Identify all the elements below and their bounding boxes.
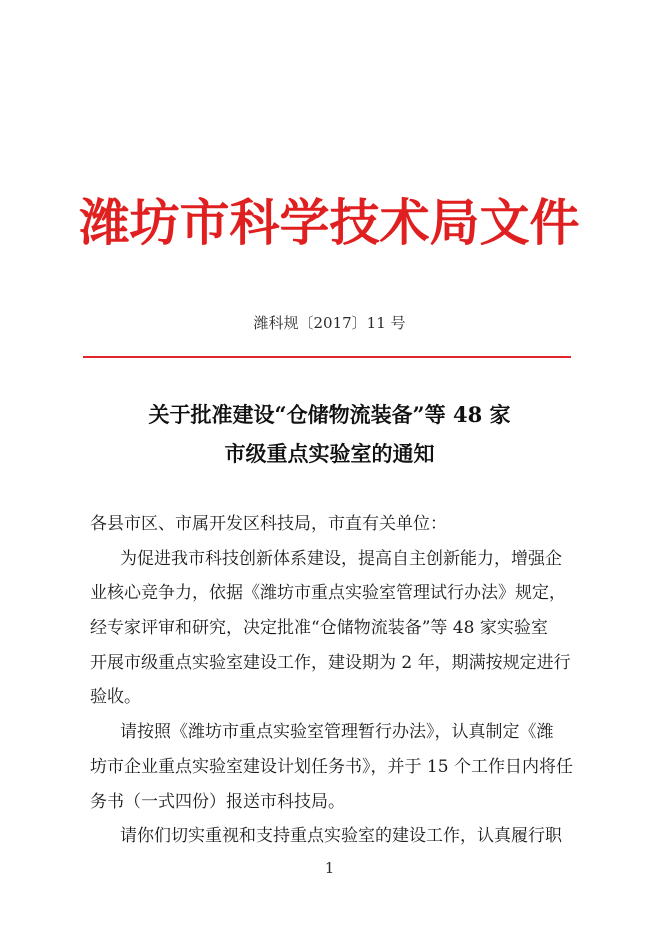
- document-masthead: 潍坊市科学技术局文件: [79, 194, 580, 252]
- paragraph-1-line-3: 经专家评审和研究，决定批准“仓储物流装备”等 48 家实验室: [90, 618, 548, 639]
- paragraph-2-line-2: 坊市企业重点实验室建设计划任务书》，并于 15 个工作日内将任: [90, 756, 573, 777]
- paragraph-2-line-3: 务书（一式四份）报送市科技局。: [90, 791, 345, 812]
- paragraph-1-line-1: 为促进我市科技创新体系建设，提高自主创新能力，增强企: [120, 548, 562, 569]
- document-title-line-1: 关于批准建设“仓储物流装备”等 48 家: [148, 402, 511, 427]
- paragraph-1-line-2: 业核心竞争力，依据《潍坊市重点实验室管理试行办法》规定，: [90, 583, 566, 604]
- page-number: 1: [324, 859, 335, 877]
- document-title-line-2: 市级重点实验室的通知: [224, 441, 435, 466]
- paragraph-2-line-1: 请按照《潍坊市重点实验室管理暂行办法》，认真制定《潍: [120, 722, 554, 743]
- paragraph-1-line-5: 验收。: [90, 687, 141, 708]
- document-number: 潍科规〔2017〕11 号: [253, 314, 406, 332]
- red-divider-rule: [83, 356, 571, 358]
- paragraph-1-line-4: 开展市级重点实验室建设工作，建设期为 2 年，期满按规定进行: [90, 652, 571, 673]
- document-title: [0, 395, 659, 473]
- paragraph-3-line-1: 请你们切实重视和支持重点实验室的建设工作，认真履行职: [120, 826, 562, 847]
- salutation-line: 各县市区、市属开发区科技局，市直有关单位：: [90, 514, 447, 534]
- document-body: [90, 507, 585, 854]
